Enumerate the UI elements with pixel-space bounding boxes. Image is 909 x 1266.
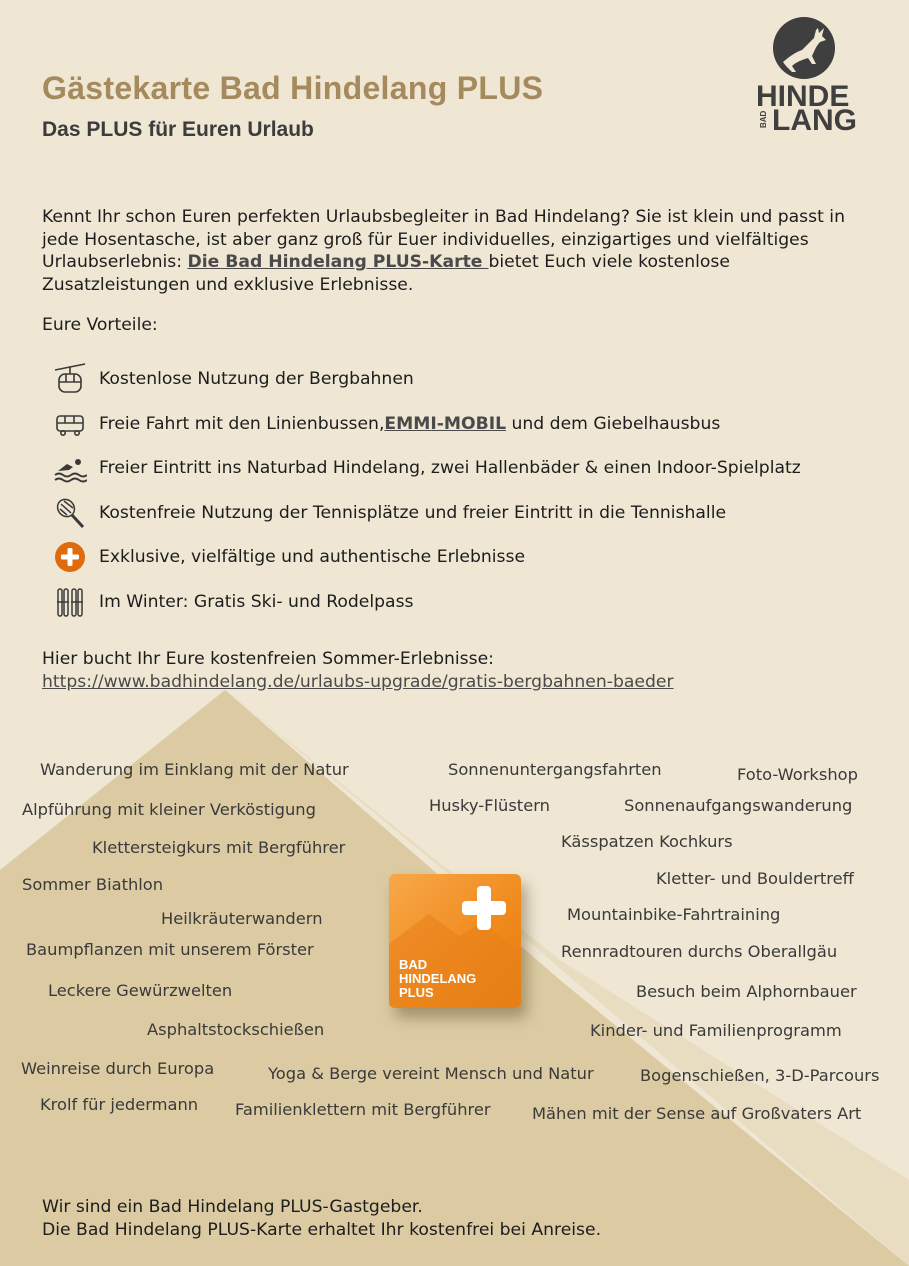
page-subtitle: Das PLUS für Euren Urlaub — [42, 118, 314, 141]
svg-text:HINDE: HINDE — [756, 80, 850, 113]
benefit-experiences: Exklusive, vielfältige und authentische Erlebnisse — [52, 539, 525, 575]
swimmer-icon — [52, 450, 88, 486]
experience-item: Mountainbike-Fahrtraining — [567, 905, 781, 924]
plus-badge: BAD HINDELANG PLUS — [389, 874, 521, 1008]
experience-item: Bogenschießen, 3-D-Parcours — [640, 1066, 880, 1085]
tennis-racket-icon — [52, 495, 88, 531]
experience-item: Foto-Workshop — [737, 765, 858, 784]
experience-item: Asphaltstockschießen — [147, 1020, 325, 1039]
experience-item: Rennradtouren durchs Oberallgäu — [561, 942, 838, 961]
experience-item: Weinreise durch Europa — [21, 1059, 215, 1078]
benefit-tennis: Kostenfreie Nutzung der Tennisplätze und freier Eintritt in die Tennishalle — [52, 495, 726, 531]
experience-item: Sonnenuntergangsfahrten — [448, 760, 662, 779]
experience-item: Sommer Biathlon — [22, 875, 164, 894]
experience-item: Besuch beim Alphornbauer — [636, 982, 857, 1001]
experience-item: Wanderung im Einklang mit der Natur — [40, 760, 349, 779]
intro-paragraph: Kennt Ihr schon Euren perfekten Urlaubsbegleiter in Bad Hindelang? Sie ist klein und passt in jede Hosentasche, ist aber ganz groß für Euer individuelles, einzigartiges und vielfältiges Urlaubserlebnis: Die Bad Hindelang PLUS-Karte bietet Euch viele kostenlose Zusatzleistungen und exklusive Erlebnisse. — [42, 207, 845, 295]
page-title: Gästekarte Bad Hindelang PLUS — [42, 70, 544, 106]
booking-url-link[interactable]: https://www.badhindelang.de/urlaubs-upgrade/gratis-bergbahnen-baeder — [42, 671, 674, 692]
plus-circle-icon — [52, 539, 88, 575]
benefit-winter: Im Winter: Gratis Ski- und Rodelpass — [52, 584, 414, 620]
plus-karte-link[interactable]: Die Bad Hindelang PLUS-Karte — [187, 252, 489, 272]
experience-item: Alpführung mit kleiner Verköstigung — [22, 800, 316, 819]
experience-item: Kletter- und Bouldertreff — [656, 869, 854, 888]
footer-line-1: Wir sind ein Bad Hindelang PLUS-Gastgeber. — [42, 1197, 423, 1217]
experience-item: Kinder- und Familienprogramm — [590, 1021, 842, 1040]
benefit-swimming: Freier Eintritt ins Naturbad Hindelang, zwei Hallenbäder & einen Indoor-Spielplatz — [52, 450, 801, 486]
svg-text:LANG: LANG — [772, 104, 856, 132]
experience-item: Yoga & Berge vereint Mensch und Natur — [268, 1064, 594, 1083]
experience-item: Heilkräuterwandern — [161, 909, 323, 928]
experience-item: Baumpflanzen mit unserem Förster — [26, 940, 314, 959]
plus-sign-icon — [462, 886, 506, 930]
emmi-mobil-link[interactable]: EMMI-MOBIL — [384, 414, 507, 434]
benefits-heading: Eure Vorteile: — [42, 315, 158, 335]
footer-text — [42, 1196, 601, 1241]
experience-item: Sonnenaufgangswanderung — [624, 796, 853, 815]
cable-car-icon — [52, 361, 88, 397]
experience-item: Kässpatzen Kochkurs — [561, 832, 733, 851]
booking-text: Hier bucht Ihr Eure kostenfreien Sommer-Erlebnisse: — [42, 649, 494, 669]
footer-line-2: Die Bad Hindelang PLUS-Karte erhaltet Ihr kostenfrei bei Anreise. — [42, 1219, 602, 1240]
experience-item: Familienklettern mit Bergführer — [235, 1100, 491, 1119]
experience-item: Mähen mit der Sense auf Großvaters Art — [532, 1104, 862, 1123]
booking-section — [42, 648, 674, 693]
svg-text:BAD: BAD — [759, 110, 768, 128]
skis-icon — [52, 584, 88, 620]
bad-hindelang-logo — [752, 16, 856, 132]
experience-item: Klettersteigkurs mit Bergführer — [92, 838, 346, 857]
benefit-bus: Freie Fahrt mit den Linienbussen, EMMI-MOBIL und dem Giebelhausbus — [52, 406, 720, 442]
experience-item: Leckere Gewürzwelten — [48, 981, 233, 1000]
experience-item: Husky-Flüstern — [429, 796, 550, 815]
bus-icon — [52, 406, 88, 442]
benefit-cable-car: Kostenlose Nutzung der Bergbahnen — [52, 361, 414, 397]
experience-item: Krolf für jedermann — [40, 1095, 199, 1114]
